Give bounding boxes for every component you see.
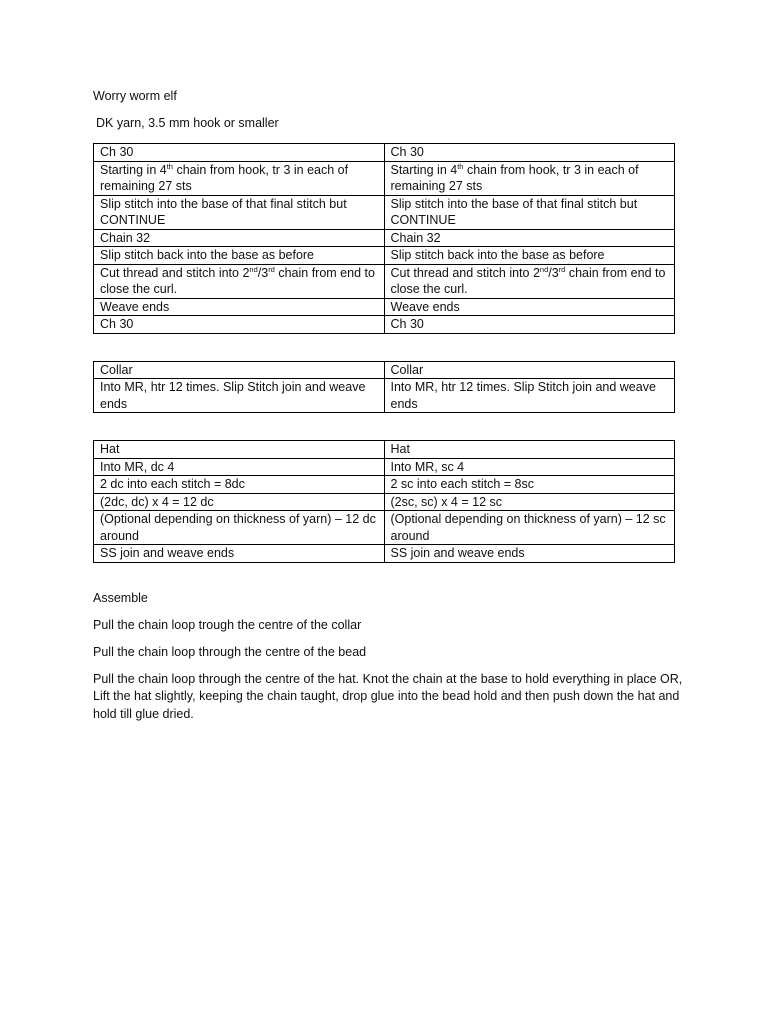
cell-text: chain from hook, tr 3 in each of remaining 27 sts <box>390 162 639 193</box>
table-row <box>94 161 675 195</box>
cell-text: /3 <box>257 265 269 280</box>
document-page <box>93 88 683 733</box>
table-row <box>94 229 675 247</box>
table-row <box>94 441 675 459</box>
ordinal-suffix: nd <box>249 264 258 274</box>
ordinal-suffix: th <box>457 161 464 171</box>
table-cell: (2sc, sc) x 4 = 12 sc <box>384 493 675 511</box>
table-cell: Into MR, sc 4 <box>384 458 675 476</box>
ordinal-suffix: nd <box>539 264 549 274</box>
table-cell: SS join and weave ends <box>94 545 385 563</box>
ordinal-suffix: rd <box>268 264 275 274</box>
table-cell: Into MR, htr 12 times. Slip Stitch join and weave ends <box>94 379 385 413</box>
table-cell: Weave ends <box>384 298 675 316</box>
assembly-step: Pull the chain loop through the centre of the hat. Knot the chain at the base to hold everything in place OR, Lift the hat slightly, keeping the chain taught, drop glue into the bead hold and then push down the hat and hold till glue dried. <box>93 671 683 721</box>
body-pattern-table <box>93 143 675 334</box>
cell-text: chain from end to close the curl. <box>390 265 666 296</box>
table-cell: (2dc, dc) x 4 = 12 dc <box>94 493 385 511</box>
table-row <box>94 493 675 511</box>
table-row <box>94 545 675 563</box>
table-cell: Slip stitch back into the base as before <box>94 247 385 265</box>
table-row <box>94 144 675 162</box>
table-cell: Chain 32 <box>94 229 385 247</box>
table-cell: SS join and weave ends <box>384 545 675 563</box>
table-cell: Slip stitch into the base of that final stitch but CONTINUE <box>384 195 675 229</box>
table-row <box>94 247 675 265</box>
table-cell: (Optional depending on thickness of yarn) – 12 dc around <box>94 511 385 545</box>
ordinal-suffix: th <box>166 161 173 171</box>
assembly-section <box>93 590 683 724</box>
table-row <box>94 476 675 494</box>
table-row <box>94 511 675 545</box>
cell-text: Cut thread and stitch into 2 <box>100 265 250 280</box>
table-cell: Collar <box>384 361 675 379</box>
table-cell: Ch 30 <box>384 316 675 334</box>
table-cell: Hat <box>94 441 385 459</box>
assembly-step: Pull the chain loop through the centre of the bead <box>93 644 367 659</box>
table-cell: Into MR, dc 4 <box>94 458 385 476</box>
cell-text: Cut thread and stitch into 2 <box>390 265 540 280</box>
table-cell: Slip stitch into the base of that final stitch but CONTINUE <box>94 195 385 229</box>
table-cell: Ch 30 <box>94 316 385 334</box>
assembly-step: Pull the chain loop trough the centre of the collar <box>93 617 362 632</box>
assembly-heading: Assemble <box>93 590 148 605</box>
table-cell: Ch 30 <box>94 144 385 162</box>
table-cell <box>94 161 385 195</box>
table-cell: (Optional depending on thickness of yarn) – 12 sc around <box>384 511 675 545</box>
table-row <box>94 379 675 413</box>
table-row <box>94 264 675 298</box>
table-row <box>94 316 675 334</box>
cell-text: /3 <box>548 265 559 280</box>
cell-text: Starting in 4 <box>390 162 458 177</box>
materials-line: DK yarn, 3.5 mm hook or smaller <box>96 116 279 130</box>
collar-pattern-table <box>93 361 675 414</box>
table-row <box>94 298 675 316</box>
table-cell: Weave ends <box>94 298 385 316</box>
table-row <box>94 361 675 379</box>
table-cell: Chain 32 <box>384 229 675 247</box>
cell-text: Starting in 4 <box>100 162 167 177</box>
cell-text: chain from end to close the curl. <box>100 265 375 296</box>
table-cell: 2 sc into each stitch = 8sc <box>384 476 675 494</box>
table-cell: Slip stitch back into the base as before <box>384 247 675 265</box>
hat-pattern-table <box>93 440 675 563</box>
table-cell: Collar <box>94 361 385 379</box>
ordinal-suffix: rd <box>558 264 566 274</box>
table-cell: 2 dc into each stitch = 8dc <box>94 476 385 494</box>
table-cell: Ch 30 <box>384 144 675 162</box>
table-row <box>94 458 675 476</box>
table-cell <box>94 264 385 298</box>
table-cell: Hat <box>384 441 675 459</box>
table-cell: Into MR, htr 12 times. Slip Stitch join and weave ends <box>384 379 675 413</box>
table-row <box>94 195 675 229</box>
cell-text: chain from hook, tr 3 in each of remaining 27 sts <box>100 162 349 193</box>
table-cell <box>384 161 675 195</box>
table-cell <box>384 264 675 298</box>
document-title: Worry worm elf <box>93 89 177 103</box>
